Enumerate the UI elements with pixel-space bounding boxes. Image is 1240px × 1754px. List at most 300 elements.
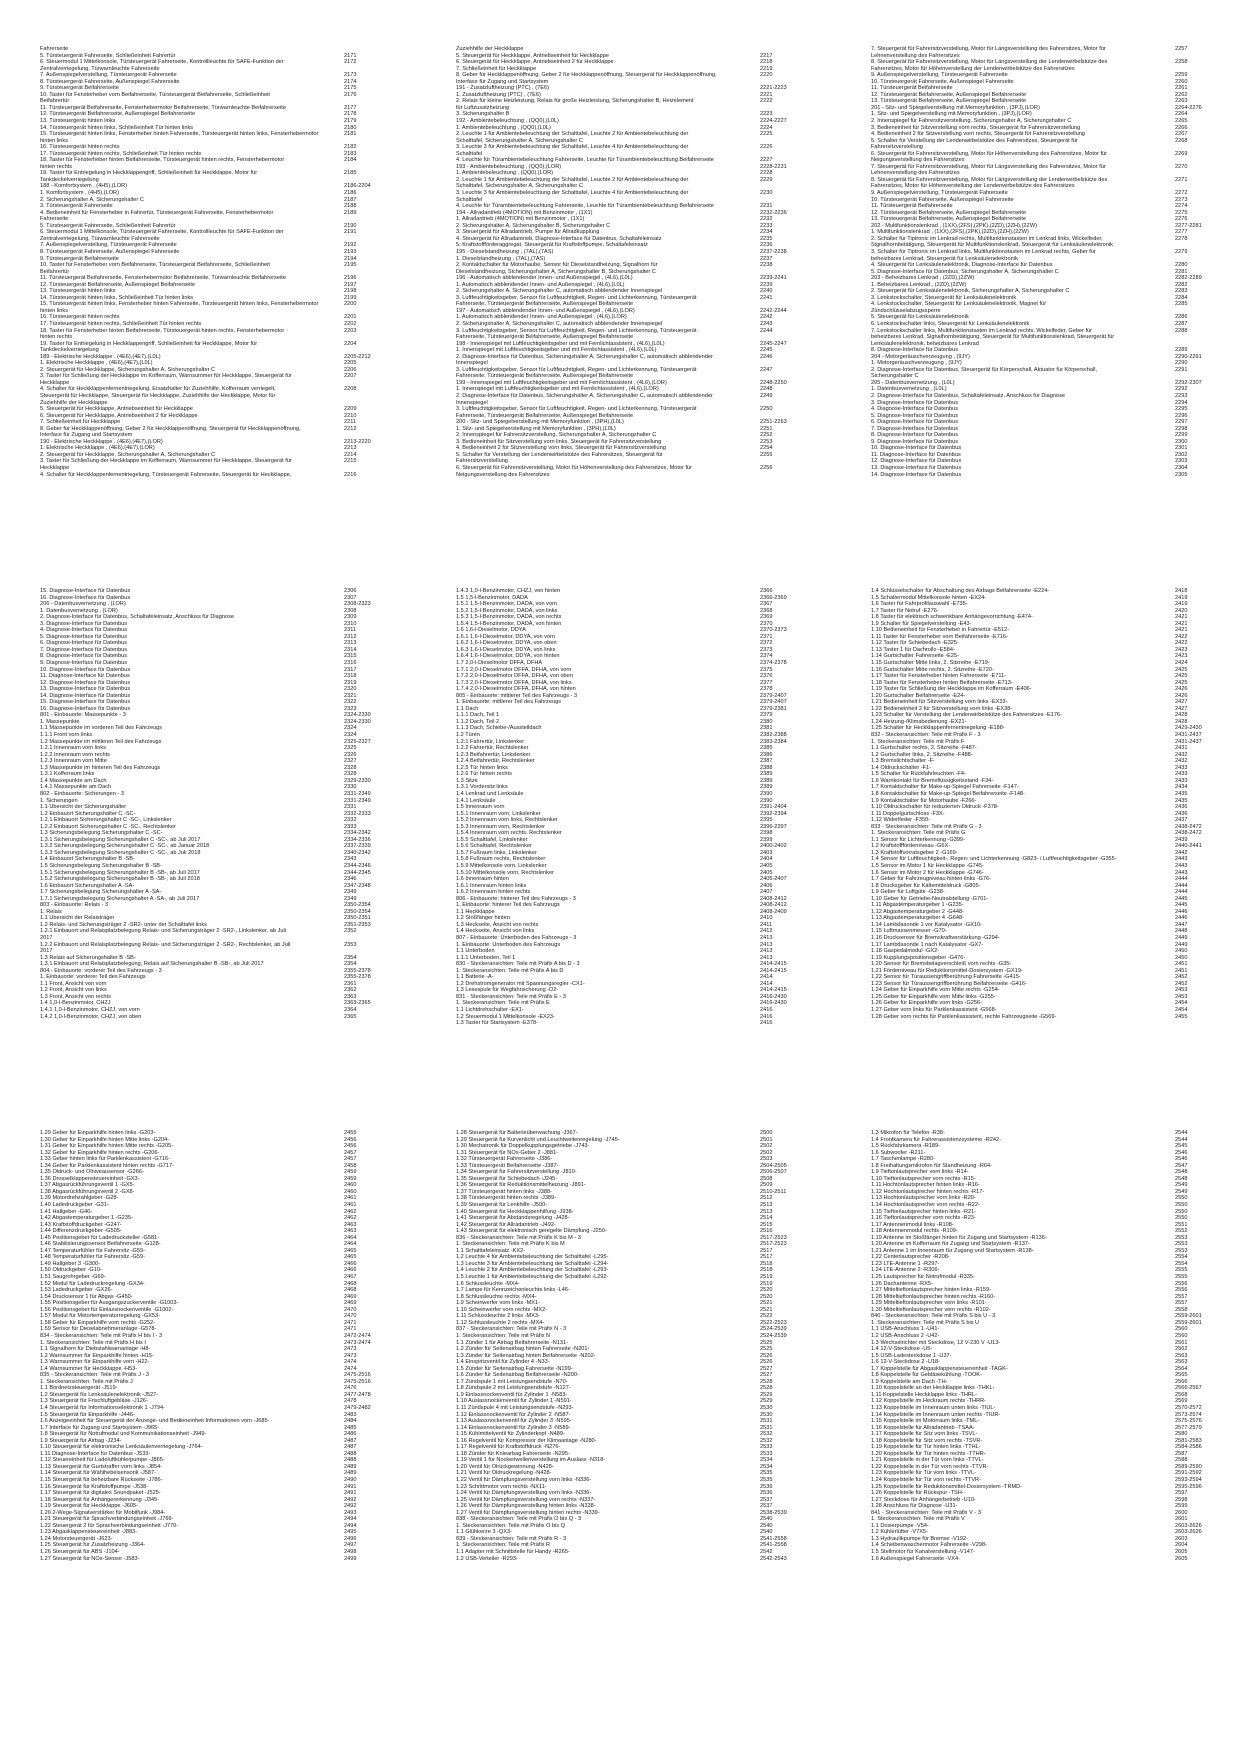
entry-page: 2292 [1175,386,1188,393]
entry-title: 1. Ambientebeleuchtung , (QQ0),(LOR) [456,170,554,177]
entry-title: 1. Zusatzluftheizung (PTC) , (7E6) [456,91,541,98]
entry-page: 2476 [344,1385,357,1392]
entry-title: 9. Außenspiegelverstellung, Türsteuergerät Fahrerseite [871,190,1008,197]
entry-title: 4. Bedieneinheit 2 für Sitzverstellung vorn rechts, Steuergerät für Fahrersitzverstellung [871,131,1085,138]
entry-page: 2513 [760,1202,773,1209]
entry-page: 2284 [1175,294,1188,301]
entry-title: 1.1 USB-Anschluss 1 -U41- [871,1326,940,1333]
entry-page: 2391-2404 [760,804,787,811]
entry-page: 2331-2349 [344,790,371,797]
entry-page: 2270 [1175,163,1188,170]
entry-page: 2177 [344,104,357,111]
entry-title: 2. Diagnose-Interface für Datenbus, Steuergerät für Körperschall, Aktuator für Körperschall, [871,366,1098,373]
entry-title: 13. Diagnose-Interface für Datenbus [871,465,962,471]
entry-page: 2531 [760,1424,773,1431]
entry-title: 1.42 Steuergerät für Allradantrieb -J492- [456,1221,556,1228]
entry-page: 2324-2330 [344,718,371,725]
entry-title: 839 - Steckeransichten: Teile mit Präfix R - 3 [456,1535,567,1542]
entry-page: 2501 [760,1136,773,1143]
entry-page: 2514 [760,1215,773,1222]
entry-title: 13. Türsteuergerät hinten links [40,288,116,295]
entry-page: 2264-2276 [1175,104,1202,111]
entry-page: 2234 [760,229,773,236]
entry-title: 1. Steckeransichten: Teile mit Präfix H bis I [40,1339,146,1346]
entry-title: 1.13 Taster 1 für Dachrollo -E584- [871,646,955,653]
entry-page: 2325-2327 [344,738,371,745]
entry-title: 1.5 USB-Ladesteckdose 1 -U37- [871,1352,952,1359]
entry-page: 2344-2346 [344,862,371,869]
entry-page: 2531 [760,1418,773,1425]
entry-page: 2426 [1175,692,1188,699]
entry-title: 1.5 Steuergerät für Einparkhilfe -J446- [40,1411,135,1418]
entry-title: 1.24 LTE-Antenne 2 -R306- [871,1267,940,1274]
entry-page: 2457 [344,1149,357,1156]
entry-title: 3. Steuergerät für Allradantrieb, Pumpe für Allradkupplung [456,229,600,236]
entry-page: 2213 [344,445,357,452]
entry-title: 1.33 Türsteuergerät Beifahrerseite -J387- [456,1162,559,1169]
entry-title: 189 - Elektrische Heckklappe , (4E6),(4E7),(L0L) [40,353,161,360]
entry-page: 2312 [344,633,357,640]
entry-title: 9. Außenspiegelverstellung, Türsteuergerät Fahrerseite [871,72,1008,79]
entry-title: Heckklappe [40,379,70,386]
entry-title: 1.15 Kühlmittelventil für Zylinderkopf -N489- [456,1431,565,1438]
entry-page: 2544 [1175,1136,1188,1143]
entry-page: 2408-2409 [760,908,787,915]
entry-title: 1.27 Geber vorn links für Parklenkassistent -G568- [871,1007,997,1013]
entry-page: 2492 [344,1496,357,1503]
entry-title: 12. Türsteuergerät Beifahrerseite, Außenspiegel Beifahrerseite [40,281,196,288]
entry-page: 2413 [760,954,773,961]
entry-title: 13. Diagnose-Interface für Datenbus [40,686,131,693]
entry-title: 1.19 Antenne im Stoßfänger hinten für Zugang und Startsystem -R136- [871,1234,1047,1241]
entry-title: 3. Leuchte 3 für Ambientebeleuchtung der Schalttafel, Leuchte 4 für Ambientebeleuchtung der [456,144,689,151]
entry-page: 2563 [1175,1359,1188,1366]
entry-title: 1.17 Steuergerät für digitales Soundpaket -J525- [40,1490,161,1497]
entry-title: Fahrersitzes, Motor für Höhenverstellung der Lendenwirbelstütze des Fahrersitzes [871,183,1075,190]
entry-page: 2303 [1175,458,1188,465]
entry-title: 831 - Steckeransichten: Teile mit Präfix E - 3 [456,993,566,1000]
entry-title: 12. Türsteuergerät Beifahrerseite, Außenspiegel Beifahrerseite [871,91,1027,98]
entry-page: 2431-2437 [1175,738,1202,745]
entry-page: 2201 [344,314,357,321]
entry-title: 1.18 Zünder für Kniearbag Fahrerseite -N295- [456,1450,570,1457]
entry-title: 1.1 Adapter mit Schnittstelle für Handy -R265- [456,1549,570,1555]
entry-title: 11. Türsteuergerät Beifahrerseite [871,203,953,210]
entry-title: Beifahrertür [40,98,70,105]
entry-title: 1.4.1 Lenksäule [456,797,496,804]
entry-title: 8. Steuergerät für Fahrersitzverstellung, Motor für Längsverstellung der Lendenwirbelstütze des [871,59,1108,66]
entry-title: 7. Steuergerät für Fahrersitzverstellung, Motor für Längsverstellung des Fahrersitzes, Motor für [871,163,1106,170]
entry-title: 1.28 Steuergerät für Batterieüberwachung -J367- [456,1130,578,1136]
entry-title: 834 - Steckeransichten: Teile mit Präfix H bis I - 3 [40,1332,163,1339]
entry-page: 2503 [760,1156,773,1163]
entry-page: 2228-2231 [760,163,787,170]
entry-title: 1.12 Koppelstelle im Heckraum rechts -THRR- [871,1398,987,1405]
entry-page: 2241 [760,294,773,301]
entry-title: 4. Diagnose-Interface für Datenbus [40,627,128,634]
entry-title: 4. Bedieneinheit für Fensterheber in Fahrertür, Türsteuergerät Fahrerseite, Fensterhebermotor [40,209,274,216]
entry-title: 200 - Sitz- und Spiegelverstellung mit Memoryfunktion , (3PH),(L0L) [456,419,624,426]
entry-title: 1.26 Dachantenne -RX5- [871,1280,933,1287]
entry-page: 2175 [344,85,357,92]
entry-title: 3. Schalter für Tiptronic im Lenkrad links, Multifunktionstasten im Lenkrad rechts, Geber für [871,248,1096,255]
entry-page: 2332 [344,817,357,824]
entry-title: 10. Taster für Fensterheber vorn Beifahrerseite, Türsteuergerät Beifahrerseite, Schließeinheit [40,91,270,98]
entry-title: 1.17 Regelventil für Kraftstoffdruck -N276- [456,1444,561,1451]
entry-page: 2291 [1175,366,1188,373]
entry-page: 2429-2430 [1175,725,1202,732]
entry-page: 2264 [1175,111,1188,118]
entry-title: 1.5.10 Mittelkonsole vorn, Rechtslenker [456,869,554,876]
entry-page: 2260 [1175,78,1188,85]
entry-title: 1.1 Gurtschalter rechts, 2. Sitzreihe -F487- [871,745,977,752]
entry-page: 2390 [760,797,773,804]
entry-page: 2179 [344,118,357,125]
entry-title: 1.15 Steuergerät für beheizbare Rückseite -J786- [40,1476,163,1483]
entry-title: 1.2.2 Einbauort Sicherungshalter C -SC-, Rechtslenker [40,823,176,830]
entry-title: 1.22 Centerlautsprecher -R208- [871,1254,950,1261]
entry-page: 2191 [344,229,357,236]
entry-page: 2532 [760,1431,773,1438]
entry-page: 2187 [344,196,357,203]
entry-page: 2236 [760,242,773,249]
entry-title: 1.10 Tieftonlautsprecher vorn rechts -R15- [871,1175,976,1182]
entry-page: 2525 [760,1339,773,1346]
entry-page: 2569 [1175,1398,1188,1405]
entry-page: 2237 [760,255,773,262]
entry-title: 6. Steuergerät für Heckklappe, Antriebseinheit 2 für Heckklappe [40,412,198,419]
entry-page: 2439 [1175,836,1188,843]
entry-title: 1.1.1 Unterboden, Teil 1 [456,954,516,961]
entry-page: 2282 [1175,281,1188,288]
entry-title: 1.14 Hochtonlautsprecher vorn rechts -R22- [871,1202,980,1209]
index-column [871,46,1211,478]
entry-title: 1.4.3 1,0-l-Benzinmotor, CHZJ, von hinten [456,588,561,594]
entry-title: 1. Relais [40,908,62,915]
entry-page: 2426 [1175,686,1188,693]
entry-page: 2550 [1175,1215,1188,1222]
index-entry [871,472,1211,479]
entry-title: 8. Geber für Heckklappenöffnung, Geber 2 für Heckklappenöffnung, Steuergerät für Heckklappenöffnung, [40,425,301,432]
entry-page: 2383-2384 [760,738,787,745]
entry-page: 2519 [760,1274,773,1281]
entry-title: 1.5.1 1,5-l-Benzinmotor, DADA, von vorn [456,601,558,608]
entry-page: 2257 [1175,46,1188,52]
entry-title: 7. Steuergerät für Fahrersitzverstellung, Motor für Längsverstellung des Fahrersitzes, Motor für [871,46,1106,52]
entry-title: 1. Elektrische Heckklappe , (4E6),(4E7),(L0L) [40,360,153,367]
entry-page: 2557 [1175,1300,1188,1307]
entry-title: 1.7 Koppelstelle für Abgasklappensteuereinheit -TAGK- [871,1365,1008,1372]
entry-page: 2541-2558 [760,1542,787,1549]
entry-title: 802 - Einbauorte: Sicherungen - 3 [40,790,124,797]
entry-page: 2361 [344,980,357,987]
entry-page: 2427 [1175,699,1188,706]
entry-title: 4. Leuchte für Türambientebeleuchtung Fahrerseite, Leuchte für Türambientebeleuchtung Beifahrerseite [456,203,714,210]
entry-title: 1.2 Leuchte 4 für Ambientebeleuchtung der Schalttafel -L295- [456,1254,609,1261]
entry-title: 1. Einbauorte: Unterboden des Fahrzeugs [456,941,561,948]
entry-page: 2173 [344,72,357,79]
entry-title: 1. Datenbusvernetzung , (L0L) [871,386,947,393]
entry-title: 1.57 Modul für Motortemperaturregelung -GX53- [40,1313,161,1320]
entry-title: 7. Außenspiegelverstellung, Türsteuergerät Fahrerseite [40,242,177,249]
entry-page: 2275 [1175,209,1188,216]
entry-page: 2468 [344,1280,357,1287]
entry-page: 2300 [1175,438,1188,445]
entry-title: 1.13 Steuergerät für Gurtstraffer vorn links -J854- [40,1463,163,1470]
entry-title: 1.4 Warnsummer für Heckklappe -H53- [40,1365,138,1372]
entry-title: Fahrersitzverstellung [871,144,923,151]
entry-page: 2469 [344,1300,357,1307]
entry-page: 2389 [760,784,773,791]
entry-title: 11. Türsteuergerät Beifahrerseite, Fensterhebermotor Beifahrerseite, Türwarnleuchte Beifahrerseite [40,104,286,111]
entry-title: 3. Türsteuergerät Fahrerseite [40,203,113,210]
entry-page: 2497 [344,1542,357,1549]
entry-page: 2564 [1175,1365,1188,1372]
entry-title: 1.37 Türsteuergerät hinten links -J388- [456,1188,552,1195]
entry-page: 2425 [1175,679,1188,686]
entry-title: 1.7.4 2,0-l-Dieselmotor DFFA, DFHA, von hinten [456,686,576,693]
entry-title: 1.11 Diagnose-Interface für Datenbus -J533- [40,1450,151,1457]
entry-title: 804 - Einbauorte: vorderer Teil des Fahrzeugs - 3 [40,967,162,974]
entry-title: 1.2 Front, Ansicht von links [40,987,107,994]
entry-title: 198 - Innenspiegel mit Luftfeuchtigkeitsgeber und mit Fernlichtassistent , (4L6),(L0L) [456,340,665,347]
entry-title: 2. Diagnose-Interface für Datenbus, Sicherungshalter A, Sicherungshalter C, automatisch abblendender [456,353,713,360]
entry-title: 1.16 Drucksensor für Bremskraftverstärkung -G294- [871,934,1000,941]
entry-page: 2560 [1175,1332,1188,1339]
entry-page: 2318 [344,673,357,680]
entry-page: 2433 [1175,777,1188,784]
entry-page: 2375 [760,666,773,673]
entry-title: 1.25 Lautsprecher für Notrufmodul -R335- [871,1274,975,1281]
entry-title: 4. Bedieneinheit 2 für Sitzverstellung vorn links, Steuergerät für Fahrersitzverstellung [456,445,666,452]
entry-page: 2210 [344,412,357,419]
entry-title: 1.6 Anzeigeeinheit für Steuergerät der Anzeige- und Bedieneinheit Informationen vorn -J685- [40,1418,270,1425]
entry-title: 1.6.1 Innenraum hinten links [456,882,527,889]
entry-title: 1.32 Geber für Einparkhilfe hinten rechts -G206- [40,1149,160,1156]
entry-page: 2416 [760,1013,773,1020]
entry-title: 1.54 Drucksensor 1 für Abgas -G450- [40,1293,133,1300]
entry-page: 2343 [344,856,357,863]
entry-page: 2232 [760,216,773,223]
entry-title: 1.7 Sicherungsbelegung Sicherungshalter A -SA- [40,889,162,896]
entry-page: 2434 [1175,784,1188,791]
entry-page: 2203 [344,327,357,334]
entry-title: 836 - Steckeransichten: Teile mit Präfix K bis M - 3 [456,1234,581,1241]
entry-page: 2446 [1175,915,1188,922]
entry-title: 1.19 Koppelstelle für Tür hinten links -TTHL- [871,1444,981,1451]
entry-title: 1.1 Übersicht der Relaisträger [40,915,115,922]
entry-title: 1.5.2 Innenraum vorn links, Rechtslenker [456,817,558,824]
entry-page: 2208 [344,386,357,393]
entry-title: 1. Sitz- und Spiegelverstellung mit Memoryfunktion , (3PH),(L0L) [456,425,616,432]
entry-page: 2251 [760,425,773,432]
entry-page: 2334-2342 [344,830,371,837]
entry-page: 2194 [344,255,357,262]
entry-title: 2. Diagnose-Interface für Datenbus, Schaltafeleinsatz, Anschluss für Diagnose [871,392,1066,399]
entry-title: 1.2 Stoßfänger hinten [456,915,510,922]
index-column [871,1130,1211,1562]
entry-title: 3. Diagnose-Interface für Datenbus [40,620,128,627]
entry-page: 2337-2339 [344,843,371,850]
entry-title: 191 - Zusatzluftheizung (PTC) , (7E6) [456,85,549,92]
entry-page: 2413 [760,948,773,955]
entry-title: 1.30 Mitteltieftonlautsprecher vorn rechts -R102- [871,1306,991,1313]
entry-page: 2226 [760,144,773,151]
entry-title: 10. Diagnose-Interface für Datenbus [871,445,962,452]
entry-page: 2487 [344,1444,357,1451]
entry-page: 2548 [1175,1175,1188,1182]
entry-title: 1.37 Abgasrückführungsventil 1 -GX5- [40,1182,135,1189]
entry-title: 16. Türsteuergerät hinten rechts [40,144,120,151]
entry-title: 1.2 Kraftstoffförderniveau -G6X- [871,843,951,850]
entry-title: 1. Steckeransichten: Teile mit Präfix S bis U [871,1319,980,1326]
entry-title: 1.6 Außenspiegel Fahrerseite -VX4- [871,1555,960,1562]
entry-title: 1.6 Sensor im Motor 2 für Heckklappe -G746- [871,869,984,876]
entry-page: 2276 [1175,216,1188,223]
entry-title: 1.5 1,5-l-Benzinmotor, DADA [456,594,528,601]
entry-title: Fahrerseite [40,46,69,52]
entry-title: 1.25 Schalter für Heckklappenfernentriegelung -E188- [871,725,1005,732]
entry-title: 3. Diagnose-Interface für Datenbus [871,399,959,406]
entry-page: 2451 [1175,967,1188,974]
entry-title: Fahrersitzes, Motor für Höhenverstellung der Lendenwirbelstütze des Fahrersitzes [871,65,1075,72]
entry-page: 2176 [344,91,357,98]
entry-page: 2410 [760,915,773,922]
entry-title: 1. Steckeransichten: Teile mit Präfix V [871,1516,965,1523]
entry-title: 1.24 Ventil für Dämpfungsverstellung vorn links -N336- [456,1490,592,1497]
entry-page: 2475-2516 [344,1378,371,1385]
entry-title: 1.2 Kühlerlüfter -V7X5- [871,1529,928,1536]
index-entry [456,1020,796,1027]
entry-page: 2369 [760,614,773,621]
entry-page: 2604 [1175,1542,1188,1549]
entry-title: 1.3 Steuergerät für Frischluftgebläse -J126- [40,1398,148,1405]
entry-title: 2. Sicherungshalter A, Sicherungshalter C [40,196,144,203]
entry-title: 1.23 Schalter für Verstellung der Lendenwirbelstütze des Fahrersitzes -E176- [871,712,1062,719]
entry-page: 2182 [344,144,357,151]
entry-page: 2419 [1175,594,1188,601]
entry-page: 2453 [1175,987,1188,994]
entry-page: 2355-2378 [344,974,371,981]
entry-page: 2524-2539 [760,1332,787,1339]
entry-title: Tankdeckelverriegelung [40,347,99,354]
entry-page: 2554 [1175,1260,1188,1267]
entry-title: 1.24 Motorsteuergerät -J623- [40,1535,113,1542]
entry-page: 2423 [1175,646,1188,653]
entry-page: 2435 [1175,797,1188,804]
entry-title: 1.19 Steuergerät für Heckklappe -J605- [40,1503,138,1510]
entry-page: 2422 [1175,640,1188,647]
entry-title: 2. Diagnose-Interface für Datenbus, Schaltafeleinsatz, Anschluss für Diagnose [40,614,235,621]
entry-title: 1.17 Koppelstelle für Sitz vorn links -TSVL- [871,1431,978,1438]
entry-page: 2217 [760,52,773,59]
entry-title: 1.5 Leuchte 1 für Ambientebeleuchtung der Schalttafel -L292- [456,1274,609,1281]
entry-page: 2421 [1175,614,1188,621]
entry-title: 1.1 Heckklappe [456,908,495,915]
entry-page: 2385 [760,745,773,752]
entry-title: 1.4 Schlüsselschalter für Abschaltung des Airbags Beifahrerseite -E224- [871,588,1050,594]
entry-page: 2377 [760,679,773,686]
entry-page: 2448 [1175,928,1188,935]
entry-title: 1.7.2 2,0-l-Dieselmotor DFFA, DFHA, von oben [456,673,573,680]
entry-page: 2349 [344,895,357,902]
entry-title: Schalttafel, Sicherungshalter A, Sicherungshalter C [456,183,583,190]
entry-page: 2431 [1175,745,1188,752]
entry-page: 2459 [344,1175,357,1182]
entry-title: Heckklappe [40,465,70,471]
entry-title: 1.17 Lambdasonde 1 nach Katalysator -GX7- [871,941,984,948]
entry-page: 2549 [1175,1188,1188,1195]
entry-page: 2435 [1175,790,1188,797]
entry-page: 2553 [1175,1241,1188,1248]
entry-page: 2595-2596 [1175,1483,1202,1490]
entry-page: 2537 [760,1503,773,1510]
entry-title: 1.34 Geber für Parklenkassistent hinten rechts -G717- [40,1162,175,1169]
entry-title: 1.2 USB-Verteiler -R293- [456,1555,518,1562]
entry-page: 2192 [344,242,357,249]
entry-title: 1.3 Sicherungsbelegung Sicherungshalter C -SC- [40,830,163,837]
entry-title: 5. Diagnose-Interface für Datenbus, Sicherungshalter A, Sicherungshalter C [871,268,1059,275]
entry-title: 1.40 Steuergerät für Heckklappenhilfung -J938- [456,1208,574,1215]
entry-title: 1.5.6 Schalttafel, Rechtslenker [456,843,532,850]
entry-title: 18. Taster für Fensterheber hinten Beifahrerseite, Türsteuergerät hinten rechts, Fensterhebermotor [40,327,285,334]
entry-title: 6. Diagnose-Interface für Datenbus [40,640,128,647]
entry-title: 2. Relais für kleine Heizleistung, Relais für große Heizleistung, Sicherungshalter B, Heizelement [456,98,694,105]
entry-page: 2204 [344,340,357,347]
entry-page: 2498 [344,1549,357,1555]
entry-title: 1.11 Hochtonlautsprecher hinten links -R16- [871,1182,980,1189]
entry-title: 1.8 Koppelstelle für Gebläsekühlung -TOOK- [871,1372,982,1379]
entry-page: 2549 [1175,1182,1188,1189]
entry-title: 1.26 Koppelstelle für Rückspur -TSH- [871,1490,964,1497]
entry-page: 2460 [344,1188,357,1195]
entry-title: 1.12 Einlassnockenventil für Zylinder 2 -N587- [456,1411,571,1418]
entry-page: 2488 [344,1457,357,1464]
entry-page: 2449 [1175,934,1188,941]
entry-title: 3. Lenkstockschalter, Steuergerät für Lenksäulenelektronik [871,294,1017,301]
entry-title: 11. Türsteuergerät Beifahrerseite [871,85,953,92]
entry-page: 2446 [1175,908,1188,915]
entry-page: 2588 [1175,1457,1188,1464]
entry-title: 1.9 Steuergerät für Airbag -J234- [40,1437,122,1444]
entry-page: 2389 [760,777,773,784]
entry-page: 2414 [760,980,773,987]
entry-title: 1.16 Gurtschalter Mitte rechts, 2. Sitzreihe -E720- [871,666,994,673]
entry-page: 2407 [760,889,773,896]
entry-page: 2423 [1175,653,1188,660]
entry-page: 2268 [1175,137,1188,144]
entry-title: 1.25 Geber für Einparkhilfe vorn Mitte links -G255- [871,993,996,1000]
entry-title: 1.21 Förderniveau für Reduktionsmittel-Dosiersystem -GX19- [871,967,1023,974]
entry-title: 4. Diagnose-Interface für Datenbus [871,406,959,413]
entry-page: 2444 [1175,882,1188,889]
entry-page: 2223 [760,111,773,118]
entry-title: 1.18 Taster für Fensterheber hinten Beifahrerseite -E713- [871,679,1013,686]
entry-page: 2494 [344,1516,357,1523]
entry-page: 2186-2204 [344,183,371,190]
entry-page: 2518 [760,1260,773,1267]
entry-title: 1.1 Batterie -A- [456,974,494,981]
entry-title: Schalttafel [456,196,483,203]
entry-page: 2500 [760,1130,773,1136]
entry-page: 2250 [760,406,773,413]
entry-page: 2261 [1175,85,1188,92]
entry-page: 2299 [1175,432,1188,439]
entry-title: 1.7.1 Sicherungsbelegung Sicherungshalter A -SA-, ab Juli 2017 [40,895,200,902]
entry-page: 2258 [1175,59,1188,66]
entry-title: 1.18 Koppelstelle für Sitz vorn rechts -TSVR- [871,1437,983,1444]
entry-title: 1.3 Kraftstoffvorratsgeber 2 -G169- [871,849,958,856]
